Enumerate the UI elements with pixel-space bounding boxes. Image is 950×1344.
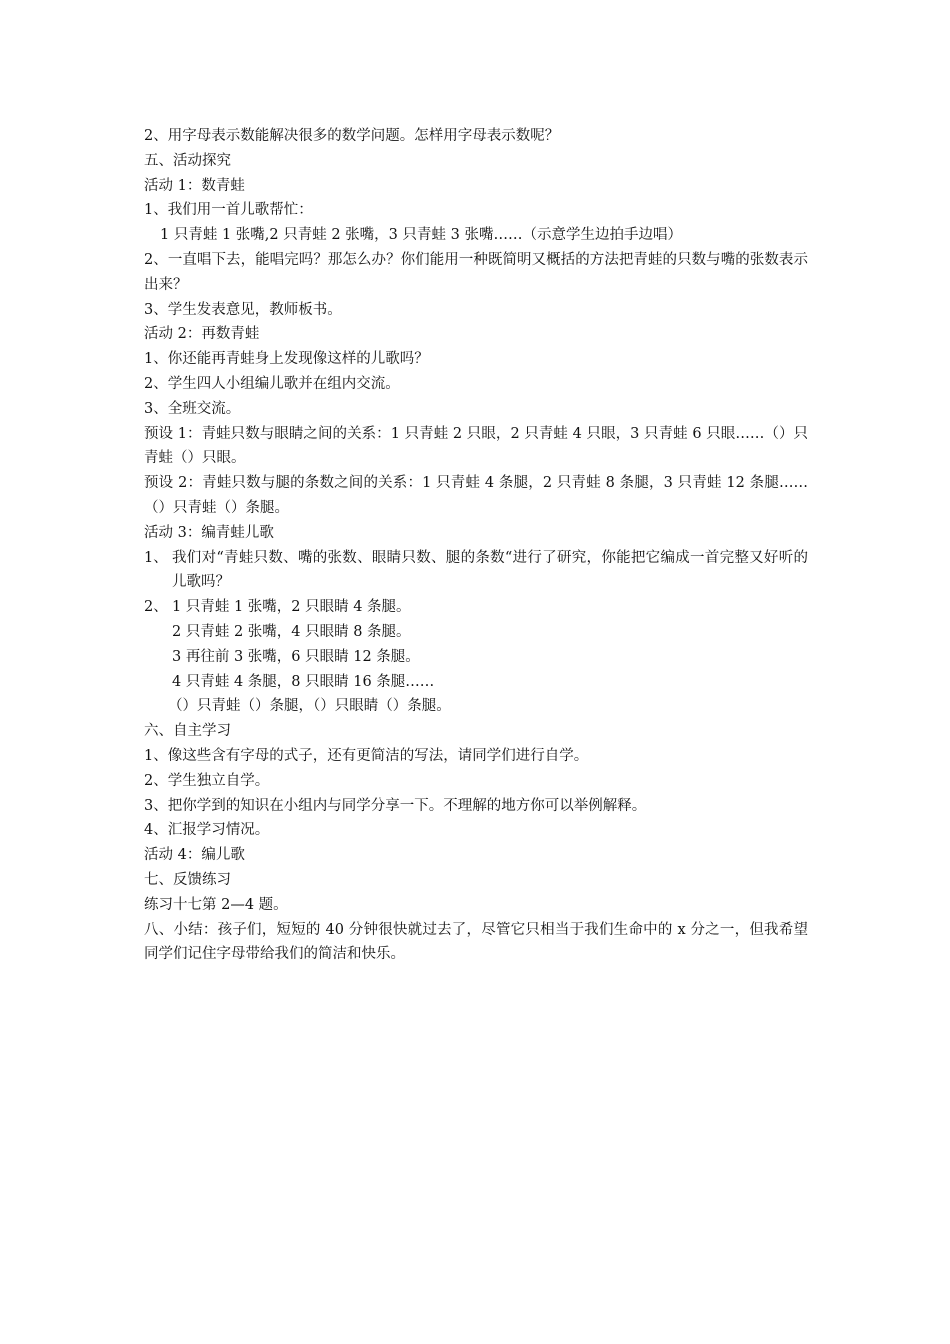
item-number: 2、 [144, 599, 168, 616]
step-line: 3、把你学到的知识在小组内与同学分享一下。不理解的地方你可以举例解释。 [144, 797, 647, 814]
document-body [144, 124, 808, 967]
step-line: 3、学生发表意见，教师板书。 [144, 301, 342, 318]
item-text: 我们对“青蛙只数、嘴的张数、眼睛只数、腿的条数“进行了研究，你能把它编成一首完整又好听的儿歌吗？ [172, 549, 808, 591]
section-heading: 七、反馈练习 [144, 871, 231, 888]
activity-heading: 活动 1：数青蛙 [144, 177, 245, 194]
step-line: 2、一直唱下去，能唱完吗？那怎么办？你们能用一种既简明又概括的方法把青蛙的只数与嘴的张数表示出来？ [144, 251, 808, 293]
summary-paragraph: 八、小结：孩子们，短短的 40 分钟很快就过去了，尽管它只相当于我们生命中的 x 分之一，但我希望同学们记住字母带给我们的简洁和快乐。 [144, 921, 808, 963]
song-line: 1 只青蛙 1 张嘴,2 只青蛙 2 张嘴，3 只青蛙 3 张嘴……（示意学生边拍手边唱） [160, 227, 682, 244]
section-heading: 五、活动探究 [144, 152, 231, 169]
activity-heading: 活动 3：编青蛙儿歌 [144, 524, 274, 541]
song-line: （）只青蛙（）条腿，（）只眼睛（）条腿。 [168, 698, 451, 715]
step-line: 3、全班交流。 [144, 400, 241, 417]
step-line: 2、学生四人小组编儿歌并在组内交流。 [144, 375, 400, 392]
preset-line: 预设 1：青蛙只数与眼睛之间的关系：1 只青蛙 2 只眼，2 只青蛙 4 只眼，3 只青蛙 6 只眼……（）只青蛙（）只眼。 [144, 425, 808, 467]
numbered-item [144, 546, 808, 596]
song-line: 3 再往前 3 张嘴，6 只眼睛 12 条腿。 [172, 648, 420, 665]
question-line: 2、用字母表示数能解决很多的数学问题。怎样用字母表示数呢？ [144, 128, 560, 144]
item-number: 1、 [144, 549, 168, 566]
song-line: 4 只青蛙 4 条腿，8 只眼睛 16 条腿…… [172, 673, 435, 690]
item-text: 1 只青蛙 1 张嘴，2 只眼睛 4 条腿。 [172, 599, 411, 616]
song-line: 2 只青蛙 2 张嘴，4 只眼睛 8 条腿。 [172, 623, 411, 640]
step-line: 1、像这些含有字母的式子，还有更简洁的写法，请同学们进行自学。 [144, 747, 589, 764]
exercise-line: 练习十七第 2—4 题。 [144, 896, 288, 913]
numbered-item [144, 595, 808, 620]
section-heading: 六、自主学习 [144, 723, 231, 740]
activity-heading: 活动 2：再数青蛙 [144, 326, 260, 343]
activity-heading: 活动 4：编儿歌 [144, 847, 245, 864]
preset-line: 预设 2：青蛙只数与腿的条数之间的关系：1 只青蛙 4 条腿，2 只青蛙 8 条腿，3 只青蛙 12 条腿……（）只青蛙（）条腿。 [144, 475, 808, 516]
step-line: 1、你还能再青蛙身上发现像这样的儿歌吗？ [144, 351, 429, 368]
step-line: 1、我们用一首儿歌帮忙： [144, 202, 313, 219]
step-line: 2、学生独立自学。 [144, 772, 270, 789]
step-line: 4、汇报学习情况。 [144, 822, 270, 839]
